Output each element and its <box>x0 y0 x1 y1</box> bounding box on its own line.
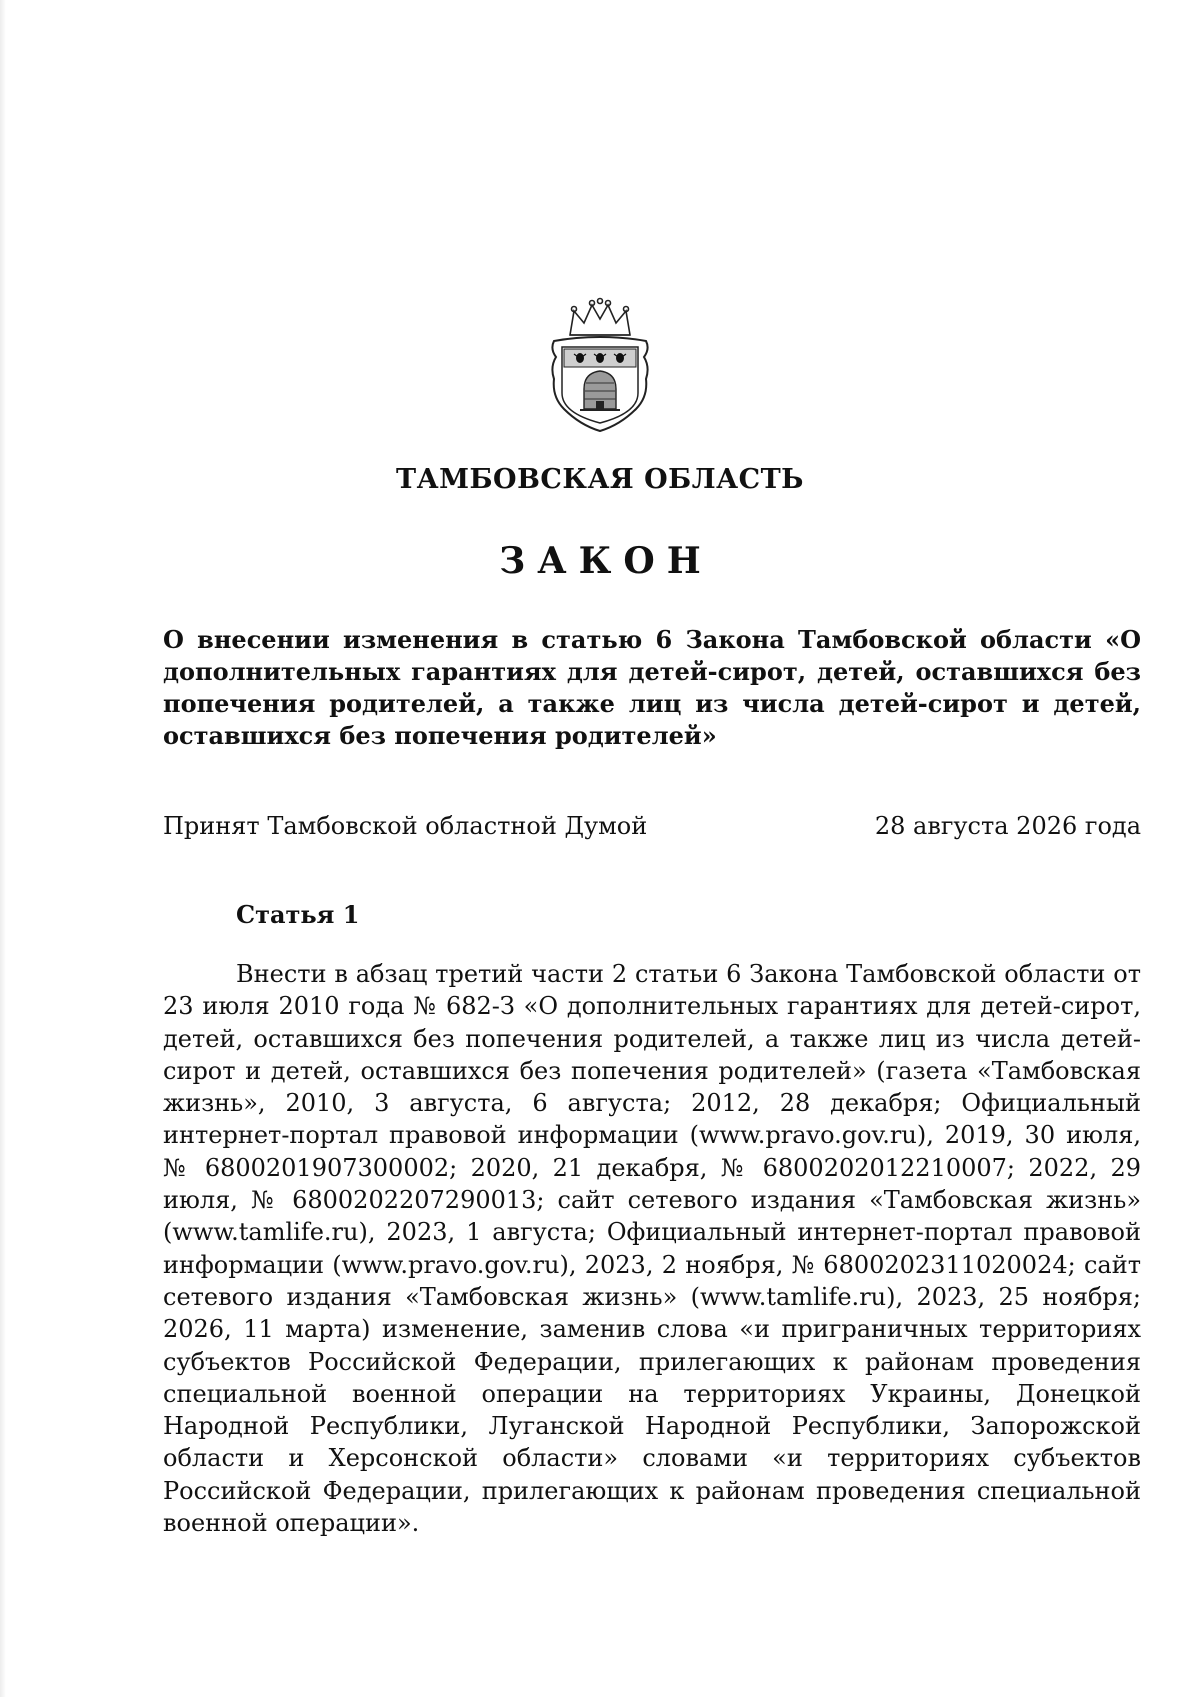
article-body: Внести в абзац третий части 2 статьи 6 Закона Тамбовской области от 23 июля 2010 года № 682-З «О дополнительных гарантиях для детей-сирот, детей, оставшихся без попечения родителей, а также лиц из числа детей-сирот и детей, оставшихся без попечения родителей» (газета «Тамбовская жизнь», 2010, 3 августа, 6 августа; 2012, 28 декабря; Официальный интернет-портал правовой информации (www.pravo.gov.ru), 2019, 30 июля, № 6800201907300002; 2020, 21 декабря, № 6800202012210007; 2022, 29 июля, № 6800202207290013; сайт сетевого издания «Тамбовская жизнь» (www.tamlife.ru), 2023, 1 августа; Официальный интернет-портал правовой информации (www.pravo.gov.ru), 2023, 2 ноября, № 6800202311020024; сайт сетевого издания «Тамбовская жизнь» (www.tamlife.ru), 2023, 25 ноября; 2026, 11 марта) изменение, заменив слова «и приграничных территориях субъектов Российской Федерации, прилегающих к районам проведения специальной военной операции на территориях Украины, Донецкой Народной Республики, Луганской Народной Республики, Запорожской области и Херсонской области» словами «и территориях субъектов Российской Федерации, прилегающих к районам проведения специальной военной операции». <box>163 960 1141 1538</box>
scan-edge <box>0 0 6 1697</box>
adopted-by: Принят Тамбовской областной Думой <box>163 812 648 840</box>
article-heading: Статья 1 <box>236 900 360 929</box>
region-name: ТАМБОВСКАЯ ОБЛАСТЬ <box>396 464 804 495</box>
coat-of-arms-icon <box>540 297 660 437</box>
document-type: ЗАКОН <box>499 540 713 582</box>
law-title: О внесении изменения в статью 6 Закона Тамбовской области «О дополнительных гарантиях для детей-сирот, детей, оставшихся без попечения родителей, а также лиц из числа детей-сирот и детей, оставшихся без попечения родителей» <box>163 625 1141 750</box>
adoption-line <box>163 810 1141 842</box>
adoption-date: 28 августа 2026 года <box>874 812 1141 840</box>
